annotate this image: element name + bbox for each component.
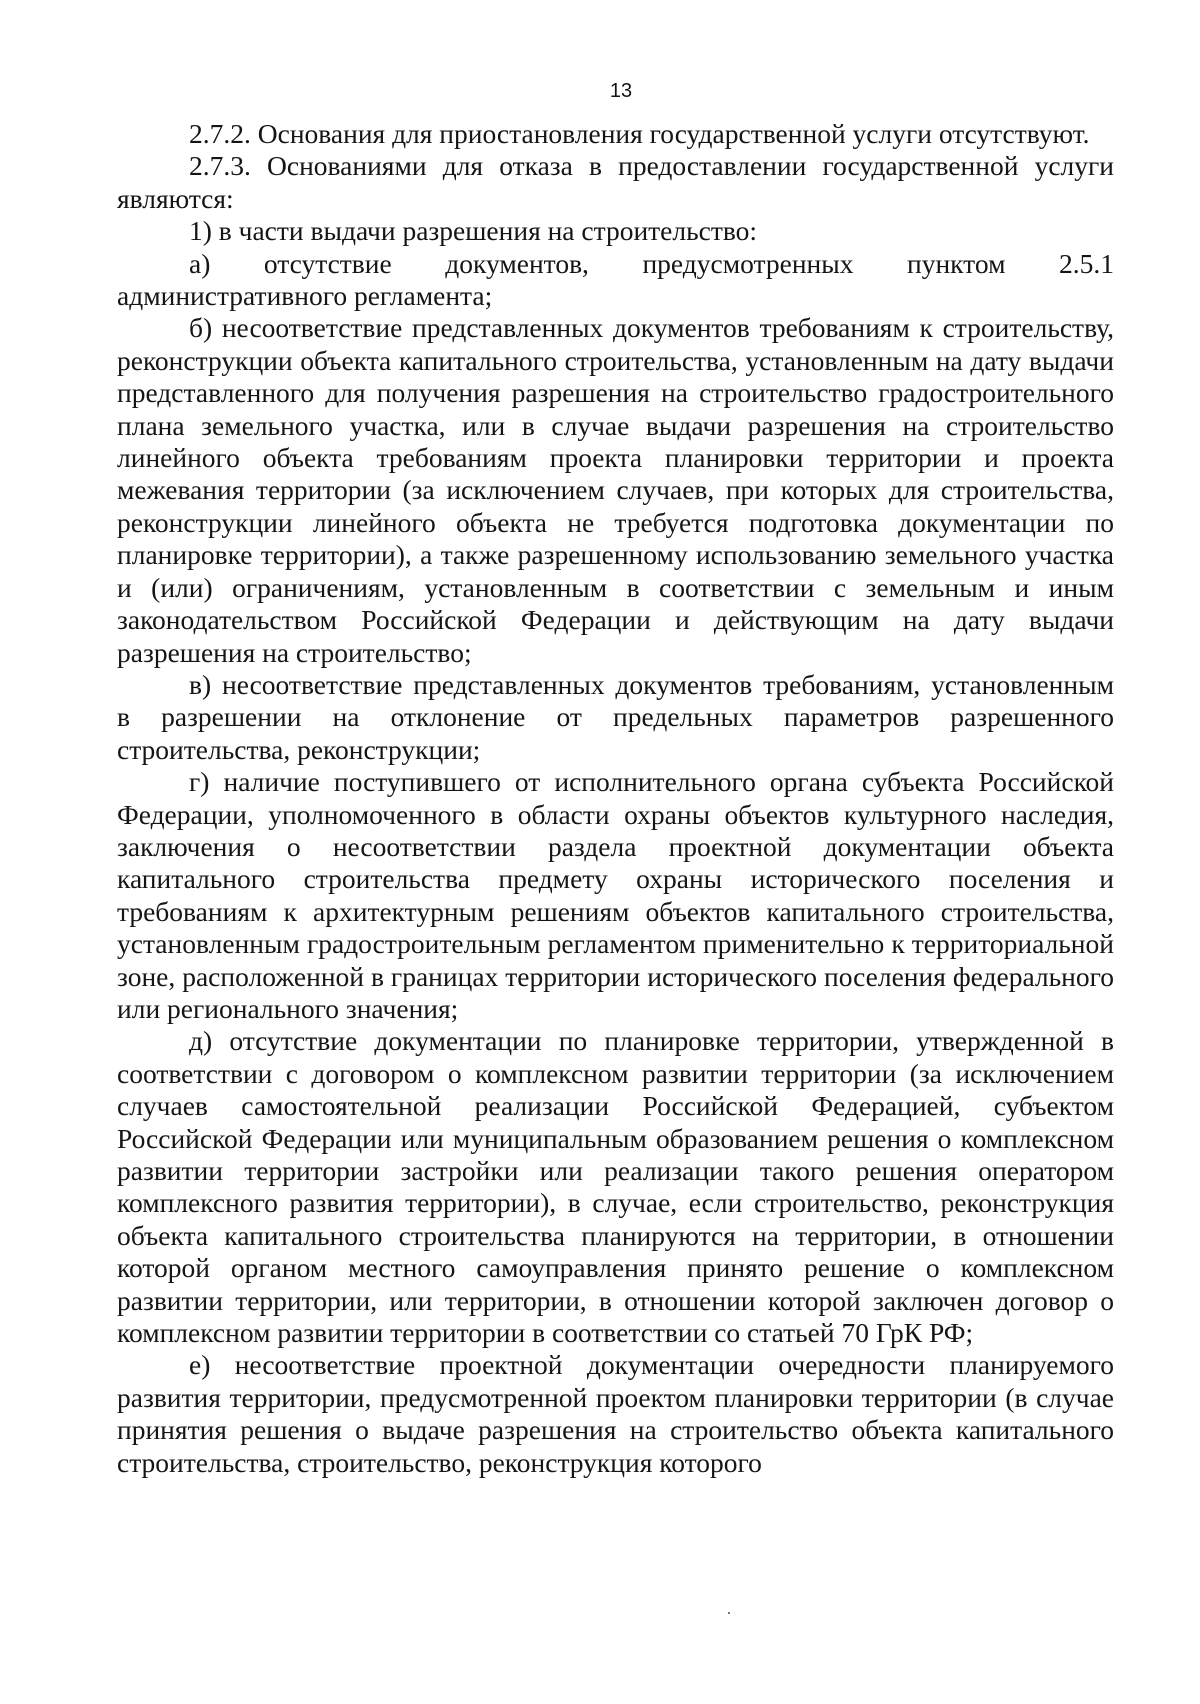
document-body <box>117 118 1114 1479</box>
paragraph-2-7-2: 2.7.2. Основания для приостановления государственной услуги отсутствуют. <box>189 118 1090 149</box>
page-number: 13 <box>609 80 633 102</box>
scan-speck <box>728 1612 730 1614</box>
paragraph-item-d: д) отсутствие документации по планировке территории, утвержденной в соответствии с договором о комплексном развитии территории (за исключением случаев самостоятельной реализации Российской Федерацией, субъектом Российской Федерации или муниципальным образованием решения о комплексном развитии территории застройки или реализации такого решения оператором комплексного развития территории), в случае, если строительство, реконструкция объекта капитального строительства планируются на территории, в отношении которой органом местного самоуправления принято решение о комплексном развитии территории, или территории, в отношении которой заключен договор о комплексном развитии территории в соответствии со статьей 70 ГрК РФ; <box>117 1025 1114 1349</box>
paragraph-item-a: а) отсутствие документов, предусмотренных пунктом 2.5.1 административного регламента; <box>117 247 1114 312</box>
paragraph-item-b: б) несоответствие представленных документов требованиям к строительству, реконструкции объекта капитального строительства, установленным на дату выдачи представленного для получения разрешения на строительство градостроительного плана земельного участка, или в случае выдачи разрешения на строительство линейного объекта требованиям проекта планировки территории и проекта межевания территории (за исключением случаев, при которых для строительства, реконструкции линейного объекта не требуется подготовка документации по планировке территории), а также разрешенному использованию земельного участка и (или) ограничениям, установленным в соответствии с земельным и иным законодательством Российской Федерации и действующим на дату выдачи разрешения на строительство; <box>117 312 1114 668</box>
paragraph-item-e: е) несоответствие проектной документации очередности планируемого развития территории, предусмотренной проектом планировки территории (в случае принятия решения о выдаче разрешения на строительство объекта капитального строительства, строительство, реконструкция которого <box>117 1349 1114 1478</box>
paragraph-2-7-3: 2.7.3. Основаниями для отказа в предоставлении государственной услуги являются: <box>117 150 1114 214</box>
paragraph-item-v: в) несоответствие представленных документов требованиям, установленным в разрешении на отклонение от предельных параметров разрешенного строительства, реконструкции; <box>117 668 1114 765</box>
paragraph-item-g: г) наличие поступившего от исполнительного органа субъекта Российской Федерации, уполномоченного в области охраны объектов культурного наследия, заключения о несоответствии раздела проектной документации объекта капитального строительства предмету охраны исторического поселения и требованиям к архитектурным решениям объектов капитального строительства, установленным градостроительным регламентом применительно к территориальной зоне, расположенной в границах территории исторического поселения федерального или регионального значения; <box>117 766 1114 1024</box>
paragraph-item-1: 1) в части выдачи разрешения на строительство: <box>189 215 758 247</box>
